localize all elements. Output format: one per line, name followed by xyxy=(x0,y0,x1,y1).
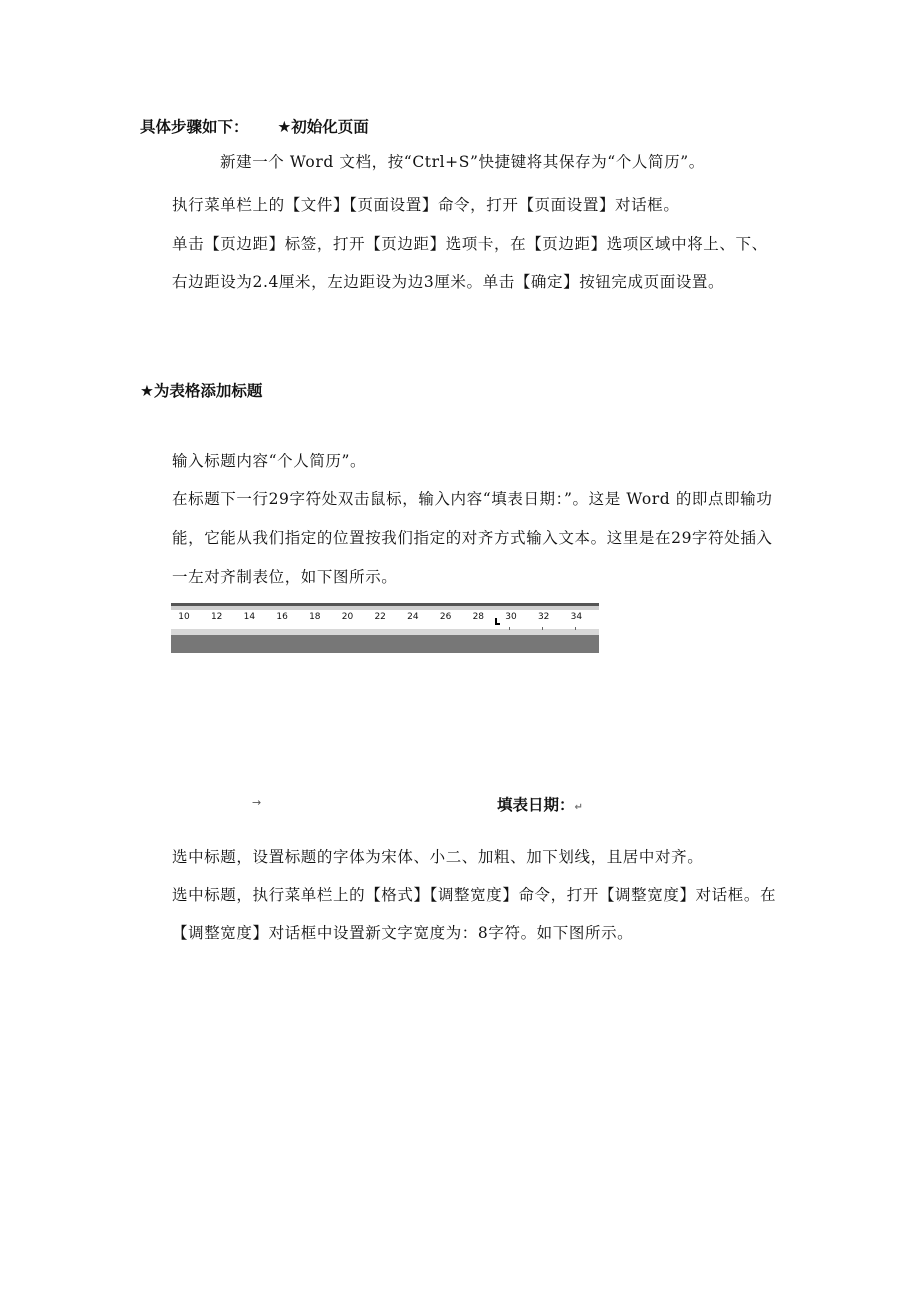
ruler-label: 34 xyxy=(570,612,583,622)
paragraph-line: 输入标题内容“个人简历”。 xyxy=(172,452,367,470)
add-title-heading: ★为表格添加标题 xyxy=(140,382,263,400)
ruler-label: 16 xyxy=(276,612,288,622)
paragraph-line: 新建一个 Word 文档，按“Ctrl+S”快捷键将其保存为“个人简历”。 xyxy=(220,153,705,171)
fill-date-label xyxy=(497,793,583,815)
init-page-heading: ★初始化页面 xyxy=(277,118,369,136)
paragraph-line: 能，它能从我们指定的位置按我们指定的对齐方式输入文本。这里是在29字符处插入 xyxy=(172,529,773,547)
ruler-screenshot xyxy=(171,603,599,653)
ruler-tick xyxy=(509,627,510,630)
steps-label: 具体步骤如下： xyxy=(140,118,249,136)
ruler-label: 28 xyxy=(472,612,485,622)
paragraph-mark-icon: ↵ xyxy=(574,802,583,813)
paragraph-line: 执行菜单栏上的【文件】【页面设置】命令，打开【页面设置】对话框。 xyxy=(172,196,680,214)
ruler-label: 30 xyxy=(505,612,517,622)
left-tab-stop-icon xyxy=(495,618,500,625)
ruler-tick xyxy=(542,627,543,630)
ruler-gray-area xyxy=(171,635,599,653)
paragraph-line: 选中标题，设置标题的字体为宋体、小二、加粗、加下划线，且居中对齐。 xyxy=(172,848,704,866)
paragraph-line: 在标题下一行29字符处双击鼠标，输入内容“填表日期：”。这是 Word 的即点即输功 xyxy=(172,490,773,508)
paragraph-line: 单击【页边距】标签，打开【页边距】选项卡，在【页边距】选项区域中将上、下、 xyxy=(172,235,768,253)
ruler-label: 24 xyxy=(407,612,419,622)
ruler-label: 20 xyxy=(341,612,354,622)
ruler-label: 12 xyxy=(210,612,223,622)
ruler-label: 18 xyxy=(309,612,321,622)
fill-date-text: 填表日期： xyxy=(497,796,575,814)
paragraph-line: 右边距设为2.4厘米，左边距设为边3厘米。单击【确定】按钮完成页面设置。 xyxy=(172,273,725,291)
paragraph-line: 【调整宽度】对话框中设置新文字宽度为：8字符。如下图所示。 xyxy=(172,924,634,942)
paragraph-line: 一左对齐制表位，如下图所示。 xyxy=(172,568,398,586)
ruler-label: 14 xyxy=(243,612,256,622)
ruler-label: 26 xyxy=(439,612,452,622)
ruler-label: 32 xyxy=(537,612,550,622)
ruler-label: 10 xyxy=(178,612,190,622)
paragraph-line: 选中标题，执行菜单栏上的【格式】【调整宽度】命令，打开【调整宽度】对话框。在 xyxy=(172,886,777,904)
section-heading-steps xyxy=(140,115,369,137)
ruler-label: 22 xyxy=(374,612,386,622)
ruler-tick xyxy=(575,627,576,630)
tab-arrow-icon: → xyxy=(252,796,262,809)
